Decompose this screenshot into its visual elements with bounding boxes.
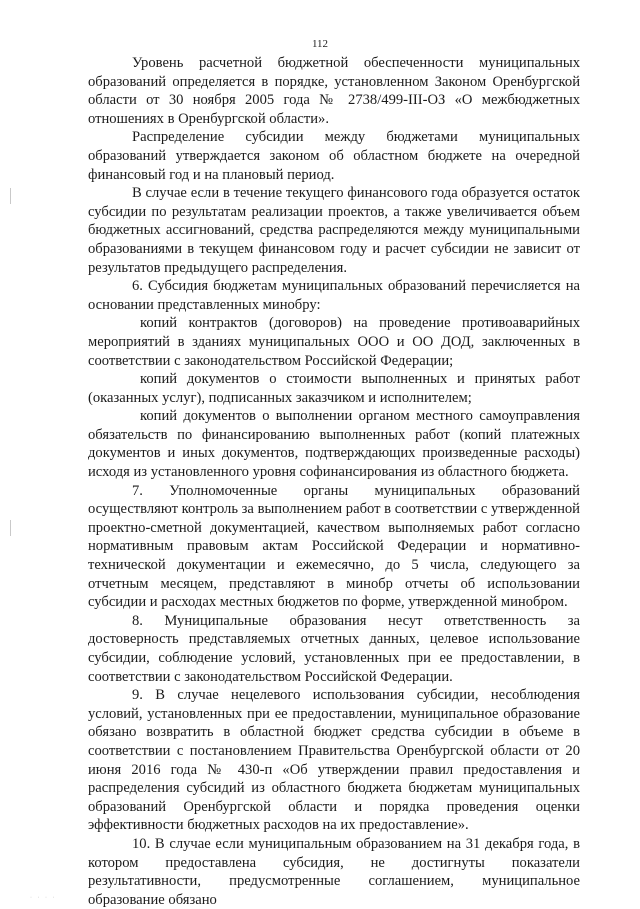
page-number: 112: [311, 38, 329, 50]
paragraph-contracts: копий контрактов (договоров) на проведение противоаварийных мероприятий в зданиях муниципальных ООО и ОО ДОД, заключенных в соответствии с законодательством Российской Федерации;: [88, 315, 580, 369]
paragraph-budget-sufficiency: Уровень расчетной бюджетной обеспеченности муниципальных образований определяется в порядке, установленном Законом Оренбургской области от 30 ноября 2005 года № 2738/499-III-ОЗ «О межбюджетных отношениях в Оренбургской области».: [88, 55, 580, 127]
margin-scan-mark: [10, 520, 11, 536]
paragraph-obligation-documents: копий документов о выполнении органом местного самоуправления обязательств по финансированию выполненных работ (копий платежных документов и иных документов, подтверждающих произведенные расходы) исходя из установленного уровня софинансирования из областного бюджета.: [88, 408, 580, 481]
paragraph-item-10: 10. В случае если муниципальным образованием на 31 декабря года, в котором предоставлена субсидия, не достигнуты показатели результативности, предусмотренные соглашением, муниципальное образование обязано: [88, 835, 580, 908]
paragraph-item-7: 7. Уполномоченные органы муниципальных образований осуществляют контроль за выполнением работ в соответствии с утвержденной проектно-сметной документацией, качеством выполняемых работ согласно нормативным правовым актам Российской Федерации и нормативно-технической документации и ежемесячно, до 5 числа, следующего за отчетным месяцем, представляют в минобр отчеты об использовании субсидии и расходах местных бюджетов по форме, утвержденной минобром.: [88, 482, 580, 611]
paragraph-item-6: 6. Субсидия бюджетам муниципальных образований перечисляется на основании представленных минобру:: [88, 278, 580, 313]
scan-artifact: · · · ·: [30, 895, 57, 901]
margin-scan-mark: [10, 188, 11, 204]
document-body: [88, 54, 580, 909]
paragraph-cost-documents: копий документов о стоимости выполненных и принятых работ (оказанных услуг), подписанных заказчиком и исполнителем;: [88, 371, 580, 406]
paragraph-distribution: Распределение субсидии между бюджетами муниципальных образований утверждается законом об областном бюджете на очередной финансовый год и на плановый период.: [88, 129, 580, 183]
paragraph-item-9: 9. В случае нецелевого использования субсидии, несоблюдения условий, установленных при ее предоставлении, муниципальное образование обязано возвратить в областной бюджет средства субсидии в объеме в соответствии с постановлением Правительства Оренбургской области от 20 июня 2016 года № 430-п «Об утверждении правил предоставления и распределения субсидий из областного бюджета бюджетам муниципальных образований Оренбургской области и порядка проведения оценки эффективности бюджетных расходов на их предоставление».: [88, 687, 580, 834]
paragraph-item-8: 8. Муниципальные образования несут ответственность за достоверность представляемых отчетных данных, целевое использование субсидии, соблюдение условий, установленных при ее предоставлении, в соответствии с законодательством Российской Федерации.: [88, 612, 580, 685]
paragraph-remainder: В случае если в течение текущего финансового года образуется остаток субсидии по результатам реализации проектов, а также увеличивается объем бюджетных ассигнований, средства распределяются между муниципальными образованиями в текущем финансовом году и расчет субсидии не зависит от результатов предыдущего распределения.: [88, 185, 580, 276]
